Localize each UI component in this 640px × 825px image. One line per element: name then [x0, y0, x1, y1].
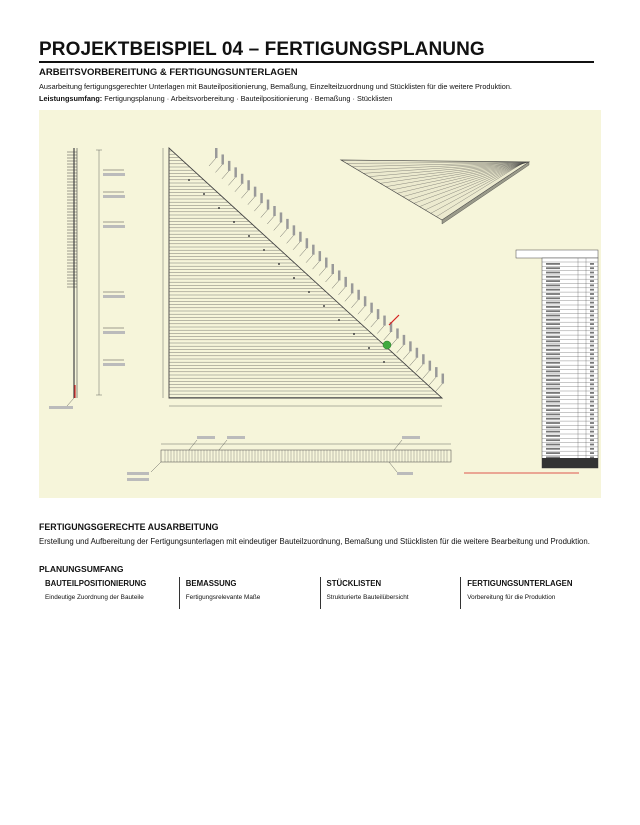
parts-table-cell — [590, 336, 594, 338]
rebar-label — [409, 341, 412, 351]
parts-table-cell — [590, 345, 594, 347]
rebar-label — [260, 193, 263, 203]
rebar-label-leader — [306, 255, 313, 263]
parts-table-cell — [546, 332, 560, 334]
rebar-label-leader — [429, 377, 436, 385]
rebar-label — [306, 238, 309, 248]
parts-table-cell — [546, 414, 560, 416]
rebar-label — [254, 187, 256, 197]
parts-table-cell — [590, 302, 594, 304]
scope-columns — [39, 577, 601, 609]
position-marker — [383, 341, 391, 349]
parts-table-cell — [546, 392, 560, 394]
parts-table-cell — [590, 263, 594, 265]
parts-table-cell — [546, 426, 560, 428]
rebar-label — [338, 270, 341, 280]
position-dot — [293, 277, 295, 279]
cad-drawing-svg — [39, 110, 601, 498]
parts-table-cell — [590, 439, 594, 441]
scope-column-title: BEMASSUNG — [185, 579, 237, 588]
parts-table-cell — [590, 371, 594, 373]
parts-table-cell — [590, 297, 594, 299]
rebar-label-leader — [423, 371, 430, 379]
rebar-label — [396, 328, 399, 338]
parts-table-cell — [546, 306, 560, 308]
rebar-label — [299, 232, 302, 242]
parts-table-cell — [590, 323, 594, 325]
rebar-label-leader — [222, 171, 229, 179]
rebar-label — [286, 219, 289, 229]
parts-table-cell — [546, 448, 560, 450]
position-dot — [203, 193, 205, 195]
section-title: FERTIGUNGSGERECHTE AUSARBEITUNG — [39, 522, 219, 532]
rebar-label-leader — [371, 319, 378, 327]
parts-table-cell — [546, 409, 560, 411]
parts-table-cell — [590, 310, 594, 312]
parts-table-cell — [546, 349, 560, 351]
scope-line — [39, 94, 599, 103]
parts-table-cell — [546, 328, 560, 330]
rebar-label — [364, 296, 367, 306]
parts-table-cell — [590, 289, 594, 291]
rebar-label-leader — [235, 184, 242, 192]
annotation-block — [49, 406, 73, 409]
rebar-label-leader — [345, 293, 352, 301]
annotation-block — [227, 436, 245, 439]
annotation-block — [197, 436, 215, 439]
rebar-label — [234, 167, 237, 177]
rebar-label-leader — [228, 177, 235, 185]
rebar-label — [312, 245, 315, 255]
scope-column-text: Strukturierte Bauteilübersicht — [326, 594, 409, 601]
scope-heading: PLANUNGSUMFANG — [39, 564, 124, 574]
parts-table-cell — [546, 405, 560, 407]
parts-table-cell — [546, 293, 560, 295]
scope-column-parts-lists — [320, 577, 461, 609]
parts-table-cell — [590, 414, 594, 416]
scope-column-text: Fertigungsrelevante Maße — [185, 594, 261, 601]
rebar-label-leader — [319, 268, 326, 276]
rebar-label-leader — [241, 190, 248, 198]
position-dot — [353, 333, 355, 335]
annotation-block — [103, 225, 125, 228]
rebar-label-leader — [377, 326, 384, 334]
annotation-leader — [219, 440, 227, 450]
parts-table-cell — [590, 405, 594, 407]
rebar-label — [247, 180, 250, 190]
rebar-label — [221, 154, 224, 164]
rebar-label-leader — [280, 229, 287, 237]
annotation-block — [103, 331, 125, 334]
parts-table-cell — [546, 362, 560, 364]
parts-table-cell — [590, 409, 594, 411]
parts-table-cell — [590, 293, 594, 295]
rebar-label — [267, 200, 270, 210]
position-dot — [308, 291, 310, 293]
parts-table-cell — [546, 383, 560, 385]
parts-table-cell — [546, 418, 560, 420]
rebar-label-leader — [261, 210, 268, 218]
parts-table-cell — [546, 353, 560, 355]
parts-table-cell — [546, 379, 560, 381]
parts-table-cell — [590, 276, 594, 278]
position-dot — [248, 235, 250, 237]
parts-table-cell — [546, 444, 560, 446]
scope-column-title: STÜCKLISTEN — [326, 579, 382, 588]
annotation-block — [402, 436, 420, 439]
rebar-label — [215, 148, 218, 158]
parts-table-cell — [546, 289, 560, 291]
rebar-label-leader — [287, 235, 294, 243]
rebar-label — [332, 264, 335, 274]
scope-text: Fertigungsplanung · Arbeitsvorbereitung · Bauteilpositionierung · Bemaßung · Stücklisten — [104, 94, 393, 103]
parts-table-cell — [590, 353, 594, 355]
rebar-label — [351, 283, 354, 293]
parts-table-cell — [590, 306, 594, 308]
rebar-label — [293, 225, 296, 235]
rebar-label-leader — [274, 222, 281, 230]
page-title: PROJEKTBEISPIEL 04 – FERTIGUNGSPLANUNG — [39, 39, 485, 60]
parts-table-cell — [590, 332, 594, 334]
parts-table-cell — [546, 375, 560, 377]
rebar-label-leader — [300, 248, 307, 256]
parts-table-cell — [546, 388, 560, 390]
rebar-label-leader — [209, 158, 216, 166]
parts-table-cell — [546, 452, 560, 454]
rebar-label-leader — [358, 306, 365, 314]
rebar-label — [228, 161, 231, 171]
position-dot — [233, 221, 235, 223]
rebar-label-leader — [436, 384, 443, 392]
parts-table-cell — [590, 358, 594, 360]
parts-table-cell — [546, 302, 560, 304]
parts-table-cell — [546, 366, 560, 368]
parts-table-cell — [590, 426, 594, 428]
parts-table-cell — [546, 401, 560, 403]
parts-table-cell — [590, 315, 594, 317]
parts-table-total — [542, 458, 598, 468]
rebar-label-leader — [248, 197, 255, 205]
parts-table-cell — [546, 319, 560, 321]
rebar-label — [403, 335, 406, 345]
rebar-label-leader — [397, 345, 404, 353]
rebar-label-leader — [332, 280, 339, 288]
rebar-label-leader — [390, 338, 397, 346]
rebar-label — [429, 361, 432, 371]
parts-table-cell — [546, 272, 560, 274]
parts-table-cell — [590, 272, 594, 274]
rebar-label-leader — [416, 364, 423, 372]
parts-table-cell — [590, 280, 594, 282]
parts-table-cell — [546, 371, 560, 373]
parts-table-cell — [590, 319, 594, 321]
parts-table-cell — [590, 362, 594, 364]
annotation-leader — [394, 440, 402, 450]
scope-column-text: Vorbereitung für die Produktion — [467, 594, 556, 601]
annotation-leader — [151, 462, 161, 472]
parts-table-cell — [590, 396, 594, 398]
parts-table-cell — [590, 418, 594, 420]
scope-column-dimensioning — [179, 577, 320, 609]
annotation-block — [127, 472, 149, 475]
parts-table-cell — [590, 285, 594, 287]
parts-table-cell — [546, 358, 560, 360]
rebar-label-leader — [215, 164, 222, 172]
rebar-label — [370, 303, 373, 313]
rebar-label — [383, 316, 386, 326]
rebar-label — [344, 277, 347, 287]
parts-table-cell — [590, 379, 594, 381]
parts-table-cell — [546, 396, 560, 398]
parts-table-cell — [590, 452, 594, 454]
position-dot — [323, 305, 325, 307]
parts-table-cell — [546, 323, 560, 325]
rebar-label — [422, 354, 425, 364]
parts-table-cell — [590, 267, 594, 269]
parts-table-cell — [546, 276, 560, 278]
scope-column-title: BAUTEILPOSITIONIERUNG — [45, 579, 147, 588]
parts-table-cell — [546, 267, 560, 269]
position-dot — [338, 319, 340, 321]
annotation-leader — [189, 440, 197, 450]
cad-drawing — [39, 110, 601, 498]
rebar-label-leader — [254, 203, 261, 211]
parts-table-cell — [590, 401, 594, 403]
title-divider — [39, 61, 594, 63]
rebar-label — [241, 174, 244, 184]
rebar-label-leader — [410, 358, 417, 366]
section-text: Erstellung und Aufbereitung der Fertigungsunterlagen mit eindeutiger Bauteilzuordnung, Bemaßung und Stücklisten für die weitere Bearbeitung und Produktion. — [39, 537, 590, 546]
rebar-label — [280, 212, 283, 222]
annotation-block — [103, 195, 125, 198]
parts-table-header — [516, 250, 598, 258]
scope-column-text: Eindeutige Zuordnung der Bauteile — [45, 594, 144, 601]
parts-table-cell — [590, 375, 594, 377]
parts-table-cell — [546, 310, 560, 312]
parts-table-cell — [546, 315, 560, 317]
rebar-label-leader — [403, 351, 410, 359]
rebar-label-leader — [326, 274, 333, 282]
rebar-label — [377, 309, 380, 319]
parts-table-cell — [546, 336, 560, 338]
rebar-label-leader — [293, 242, 300, 250]
rebar-label-leader — [267, 216, 274, 224]
parts-table-cell — [546, 422, 560, 424]
rebar-label — [273, 206, 276, 216]
parts-table-cell — [590, 383, 594, 385]
parts-table-cell — [590, 349, 594, 351]
annotation-leader — [389, 462, 397, 472]
position-dot — [188, 179, 190, 181]
position-dot — [368, 347, 370, 349]
parts-table-cell — [590, 392, 594, 394]
intro-text: Ausarbeitung fertigungsgerechter Unterlagen mit Bauteilpositionierung, Bemaßung, Einzelteilzuordnung und Stücklisten für die weitere Produktion. — [39, 82, 512, 91]
parts-table-cell — [590, 435, 594, 437]
position-dot — [278, 263, 280, 265]
scope-label: Leistungsumfang: — [39, 94, 103, 103]
parts-table-cell — [546, 435, 560, 437]
position-dot — [263, 249, 265, 251]
rebar-label-leader — [351, 300, 358, 308]
parts-table-cell — [546, 439, 560, 441]
parts-table-cell — [546, 263, 560, 265]
annotation-leader — [67, 398, 74, 406]
annotation-block — [397, 472, 413, 475]
position-dot — [218, 207, 220, 209]
parts-table-cell — [590, 444, 594, 446]
highlight-red — [389, 315, 399, 325]
rebar-label-leader — [313, 261, 320, 269]
parts-table-cell — [590, 422, 594, 424]
parts-table-cell — [590, 340, 594, 342]
annotation-block — [127, 478, 149, 481]
parts-table-cell — [590, 431, 594, 433]
scope-column-documents — [460, 577, 601, 609]
rebar-label — [319, 251, 322, 261]
parts-table-cell — [590, 448, 594, 450]
annotation-block — [103, 173, 125, 176]
parts-table-cell — [590, 328, 594, 330]
rebar-label-leader — [338, 287, 345, 295]
parts-table-cell — [546, 431, 560, 433]
parts-table-cell — [546, 340, 560, 342]
rebar-label — [357, 290, 360, 300]
scope-column-title: FERTIGUNGSUNTERLAGEN — [467, 579, 573, 588]
rebar-label — [435, 367, 438, 377]
rebar-label — [416, 348, 419, 358]
rebar-label-leader — [384, 332, 391, 340]
rebar-label — [442, 374, 445, 384]
annotation-block — [103, 295, 125, 298]
parts-table-cell — [590, 366, 594, 368]
rebar-label-leader — [364, 313, 371, 321]
parts-table-cell — [546, 345, 560, 347]
page-subtitle: ARBEITSVORBEREITUNG & FERTIGUNGSUNTERLAGEN — [39, 67, 298, 78]
scope-column-positioning — [39, 577, 179, 609]
parts-table-cell — [546, 297, 560, 299]
parts-table-cell — [590, 388, 594, 390]
parts-table-cell — [546, 280, 560, 282]
annotation-block — [103, 363, 125, 366]
position-dot — [383, 361, 385, 363]
parts-table-cell — [546, 285, 560, 287]
rebar-label — [325, 258, 328, 268]
